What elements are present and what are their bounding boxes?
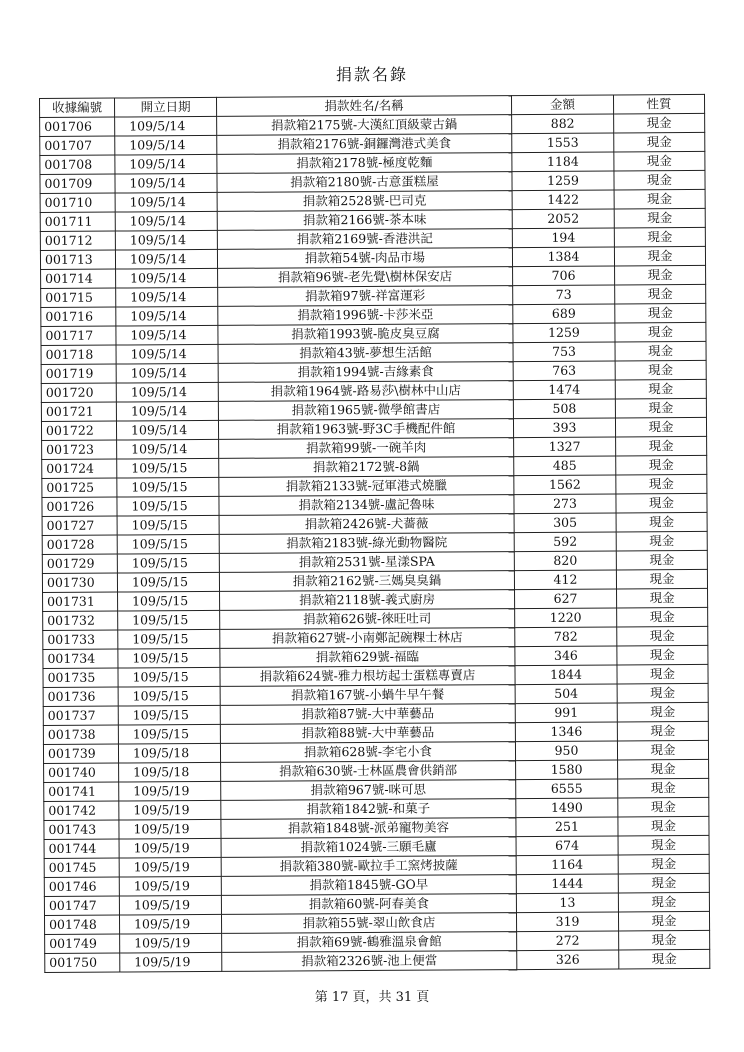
receipt-no-cell: 001708 xyxy=(40,155,115,174)
receipt-no-cell: 001727 xyxy=(42,516,117,535)
donor-name-cell: 捐款箱2166號-茶本味 xyxy=(217,210,512,231)
type-cell: 現金 xyxy=(615,417,706,437)
amount-cell: 2052 xyxy=(512,209,614,229)
amount-cell: 763 xyxy=(513,361,615,381)
donor-name-cell: 捐款箱2134號-盧記魯味 xyxy=(219,495,514,516)
column-header-issue-date: 開立日期 xyxy=(115,97,217,117)
amount-cell: 706 xyxy=(513,266,615,286)
issue-date-cell: 109/5/15 xyxy=(117,534,219,554)
type-cell: 現金 xyxy=(618,759,709,779)
amount-cell: 13 xyxy=(516,893,618,913)
amount-cell: 820 xyxy=(514,551,616,571)
amount-cell: 504 xyxy=(515,684,617,704)
amount-cell: 1259 xyxy=(513,323,615,343)
issue-date-cell: 109/5/15 xyxy=(118,724,220,744)
donor-name-cell: 捐款箱2133號-冠軍港式燒臘 xyxy=(219,476,514,497)
table-row xyxy=(45,949,710,972)
type-cell: 現金 xyxy=(615,322,706,342)
amount-cell: 1562 xyxy=(514,475,616,495)
donor-name-cell: 捐款箱1994號-吉緣素食 xyxy=(218,362,513,383)
donor-name-cell: 捐款箱1993號-脆皮臭豆腐 xyxy=(218,324,513,345)
donor-name-cell: 捐款箱2118號-義式廚房 xyxy=(220,590,515,611)
type-cell: 現金 xyxy=(618,797,709,817)
issue-date-cell: 109/5/15 xyxy=(117,572,219,592)
amount-cell: 1474 xyxy=(513,380,615,400)
receipt-no-cell: 001714 xyxy=(41,269,116,288)
donor-name-cell: 捐款箱626號-徠旺吐司 xyxy=(220,609,515,630)
issue-date-cell: 109/5/14 xyxy=(116,401,218,421)
receipt-no-cell: 001745 xyxy=(44,858,119,877)
type-cell: 現金 xyxy=(616,436,707,456)
issue-date-cell: 109/5/15 xyxy=(118,705,220,725)
donor-name-cell: 捐款箱1996號-卡莎米亞 xyxy=(218,305,513,326)
donor-name-cell: 捐款箱2169號-香港洪記 xyxy=(217,229,512,250)
receipt-no-cell: 001749 xyxy=(45,934,120,953)
type-cell: 現金 xyxy=(616,550,707,570)
type-cell: 現金 xyxy=(614,132,705,152)
amount-cell: 326 xyxy=(517,950,619,970)
receipt-no-cell: 001737 xyxy=(43,706,118,725)
donor-name-cell: 捐款箱2531號-星漾SPA xyxy=(219,552,514,573)
type-cell: 現金 xyxy=(617,740,708,760)
donor-name-cell: 捐款箱967號-咪可思 xyxy=(221,780,516,801)
issue-date-cell: 109/5/14 xyxy=(116,344,218,364)
donor-name-cell: 捐款箱630號-士林區農會供銷部 xyxy=(221,761,516,782)
type-cell: 現金 xyxy=(615,398,706,418)
type-cell: 現金 xyxy=(615,379,706,399)
receipt-no-cell: 001743 xyxy=(44,820,119,839)
receipt-no-cell: 001735 xyxy=(43,668,118,687)
receipt-no-cell: 001740 xyxy=(44,763,119,782)
type-cell: 現金 xyxy=(615,360,706,380)
amount-cell: 1346 xyxy=(515,722,617,742)
donor-name-cell: 捐款箱69號-鶴雅溫泉會館 xyxy=(222,932,517,953)
type-cell: 現金 xyxy=(616,474,707,494)
donor-name-cell: 捐款箱54號-肉品市場 xyxy=(217,248,512,269)
issue-date-cell: 109/5/14 xyxy=(116,268,218,288)
issue-date-cell: 109/5/15 xyxy=(117,458,219,478)
page-footer: 第 17 頁，共 31 頁 xyxy=(314,990,430,1005)
receipt-no-cell: 001741 xyxy=(44,782,119,801)
receipt-no-cell: 001706 xyxy=(40,117,115,136)
type-cell: 現金 xyxy=(616,569,707,589)
amount-cell: 393 xyxy=(513,418,615,438)
receipt-no-cell: 001747 xyxy=(44,896,119,915)
donor-name-cell: 捐款箱1842號-和菓子 xyxy=(221,799,516,820)
issue-date-cell: 109/5/19 xyxy=(120,933,222,953)
type-cell: 現金 xyxy=(614,227,705,247)
amount-cell: 346 xyxy=(515,646,617,666)
donor-name-cell: 捐款箱87號-大中華藝品 xyxy=(220,704,515,725)
type-cell: 現金 xyxy=(619,949,710,969)
receipt-no-cell: 001746 xyxy=(44,877,119,896)
donor-name-cell: 捐款箱1024號-三願毛廬 xyxy=(221,837,516,858)
issue-date-cell: 109/5/19 xyxy=(120,952,222,972)
column-header-type: 性質 xyxy=(613,94,704,114)
amount-cell: 674 xyxy=(516,836,618,856)
receipt-no-cell: 001720 xyxy=(41,383,116,402)
type-cell: 現金 xyxy=(616,493,707,513)
amount-cell: 6555 xyxy=(516,779,618,799)
donor-name-cell: 捐款箱167號-小蝸牛早午餐 xyxy=(220,685,515,706)
amount-cell: 1422 xyxy=(512,190,614,210)
issue-date-cell: 109/5/19 xyxy=(119,838,221,858)
issue-date-cell: 109/5/15 xyxy=(118,610,220,630)
issue-date-cell: 109/5/14 xyxy=(116,306,218,326)
issue-date-cell: 109/5/14 xyxy=(116,287,218,307)
donor-name-cell: 捐款箱2176號-銅鑼灣港式美食 xyxy=(217,134,512,155)
issue-date-cell: 109/5/15 xyxy=(117,515,219,535)
type-cell: 現金 xyxy=(618,816,709,836)
receipt-no-cell: 001723 xyxy=(42,440,117,459)
receipt-no-cell: 001725 xyxy=(42,478,117,497)
receipt-no-cell: 001731 xyxy=(43,592,118,611)
donor-name-cell: 捐款箱2180號-古意蛋糕屋 xyxy=(217,172,512,193)
amount-cell: 319 xyxy=(516,912,618,932)
amount-cell: 1444 xyxy=(516,874,618,894)
donor-name-cell: 捐款箱2326號-池上便當 xyxy=(222,951,517,972)
type-cell: 現金 xyxy=(614,151,705,171)
amount-cell: 194 xyxy=(512,228,614,248)
amount-cell: 1327 xyxy=(514,437,616,457)
issue-date-cell: 109/5/15 xyxy=(118,667,220,687)
issue-date-cell: 109/5/14 xyxy=(116,363,218,383)
amount-cell: 1164 xyxy=(516,855,618,875)
amount-cell: 1553 xyxy=(512,133,614,153)
column-header-donor-name: 捐款姓名/名稱 xyxy=(216,96,511,117)
receipt-no-cell: 001739 xyxy=(43,744,118,763)
type-cell: 現金 xyxy=(618,911,709,931)
issue-date-cell: 109/5/14 xyxy=(115,116,217,136)
type-cell: 現金 xyxy=(617,626,708,646)
issue-date-cell: 109/5/14 xyxy=(115,173,217,193)
issue-date-cell: 109/5/15 xyxy=(118,591,220,611)
receipt-no-cell: 001722 xyxy=(41,421,116,440)
donor-name-cell: 捐款箱1845號-GO早 xyxy=(221,875,516,896)
receipt-no-cell: 001730 xyxy=(42,573,117,592)
issue-date-cell: 109/5/18 xyxy=(118,743,220,763)
issue-date-cell: 109/5/14 xyxy=(116,325,218,345)
receipt-no-cell: 001718 xyxy=(41,345,116,364)
amount-cell: 592 xyxy=(514,532,616,552)
issue-date-cell: 109/5/14 xyxy=(115,192,217,212)
type-cell: 現金 xyxy=(618,778,709,798)
receipt-no-cell: 001744 xyxy=(44,839,119,858)
issue-date-cell: 109/5/19 xyxy=(119,800,221,820)
donor-name-cell: 捐款箱1848號-派弟寵物美容 xyxy=(221,818,516,839)
donor-name-cell: 捐款箱624號-雅力根坊起士蛋糕專賣店 xyxy=(220,666,515,687)
donor-name-cell: 捐款箱2178號-極度乾麵 xyxy=(217,153,512,174)
amount-cell: 305 xyxy=(514,513,616,533)
receipt-no-cell: 001710 xyxy=(40,193,115,212)
issue-date-cell: 109/5/15 xyxy=(117,553,219,573)
receipt-no-cell: 001711 xyxy=(40,212,115,231)
donor-name-cell: 捐款箱55號-翠山飲食店 xyxy=(221,913,516,934)
donor-name-cell: 捐款箱629號-福臨 xyxy=(220,647,515,668)
amount-cell: 1259 xyxy=(512,171,614,191)
type-cell: 現金 xyxy=(617,607,708,627)
receipt-no-cell: 001732 xyxy=(43,611,118,630)
receipt-no-cell: 001719 xyxy=(41,364,116,383)
amount-cell: 412 xyxy=(514,570,616,590)
amount-cell: 627 xyxy=(515,589,617,609)
receipt-no-cell: 001712 xyxy=(40,231,115,250)
amount-cell: 273 xyxy=(514,494,616,514)
amount-cell: 950 xyxy=(515,741,617,761)
type-cell: 現金 xyxy=(619,930,710,950)
amount-cell: 753 xyxy=(513,342,615,362)
table-body xyxy=(40,113,710,972)
issue-date-cell: 109/5/14 xyxy=(116,382,218,402)
amount-cell: 1220 xyxy=(515,608,617,628)
issue-date-cell: 109/5/14 xyxy=(115,154,217,174)
donor-name-cell: 捐款箱99號-一碗羊肉 xyxy=(219,438,514,459)
amount-cell: 1844 xyxy=(515,665,617,685)
donor-name-cell: 捐款箱628號-李宅小食 xyxy=(220,742,515,763)
donor-name-cell: 捐款箱2162號-三媽臭臭鍋 xyxy=(219,571,514,592)
type-cell: 現金 xyxy=(618,892,709,912)
issue-date-cell: 109/5/14 xyxy=(117,439,219,459)
donor-name-cell: 捐款箱97號-祥富運彩 xyxy=(218,286,513,307)
amount-cell: 1490 xyxy=(516,798,618,818)
issue-date-cell: 109/5/15 xyxy=(118,629,220,649)
column-header-amount: 金額 xyxy=(511,95,613,115)
receipt-no-cell: 001736 xyxy=(43,687,118,706)
type-cell: 現金 xyxy=(615,265,706,285)
receipt-no-cell: 001713 xyxy=(40,250,115,269)
amount-cell: 991 xyxy=(515,703,617,723)
issue-date-cell: 109/5/15 xyxy=(118,686,220,706)
issue-date-cell: 109/5/15 xyxy=(117,477,219,497)
type-cell: 現金 xyxy=(618,873,709,893)
donor-name-cell: 捐款箱88號-大中華藝品 xyxy=(220,723,515,744)
amount-cell: 1580 xyxy=(516,760,618,780)
donor-name-cell: 捐款箱43號-夢想生活館 xyxy=(218,343,513,364)
type-cell: 現金 xyxy=(614,208,705,228)
type-cell: 現金 xyxy=(614,189,705,209)
receipt-no-cell: 001716 xyxy=(41,307,116,326)
receipt-no-cell: 001717 xyxy=(41,326,116,345)
amount-cell: 1384 xyxy=(512,247,614,267)
receipt-no-cell: 001734 xyxy=(43,649,118,668)
receipt-no-cell: 001709 xyxy=(40,174,115,193)
amount-cell: 251 xyxy=(516,817,618,837)
amount-cell: 1184 xyxy=(512,152,614,172)
receipt-no-cell: 001724 xyxy=(42,459,117,478)
type-cell: 現金 xyxy=(616,512,707,532)
donor-name-cell: 捐款箱627號-小南鄭記碗粿士林店 xyxy=(220,628,515,649)
issue-date-cell: 109/5/15 xyxy=(117,496,219,516)
receipt-no-cell: 001728 xyxy=(42,535,117,554)
donor-name-cell: 捐款箱60號-阿春美食 xyxy=(221,894,516,915)
type-cell: 現金 xyxy=(616,455,707,475)
issue-date-cell: 109/5/14 xyxy=(115,230,217,250)
issue-date-cell: 109/5/14 xyxy=(116,420,218,440)
amount-cell: 882 xyxy=(512,114,614,134)
issue-date-cell: 109/5/14 xyxy=(115,135,217,155)
type-cell: 現金 xyxy=(617,588,708,608)
issue-date-cell: 109/5/19 xyxy=(119,895,221,915)
type-cell: 現金 xyxy=(617,664,708,684)
amount-cell: 689 xyxy=(513,304,615,324)
receipt-no-cell: 001748 xyxy=(44,915,119,934)
donor-name-cell: 捐款箱1964號-路易莎\樹林中山店 xyxy=(218,381,513,402)
receipt-no-cell: 001726 xyxy=(42,497,117,516)
amount-cell: 485 xyxy=(514,456,616,476)
issue-date-cell: 109/5/15 xyxy=(118,648,220,668)
issue-date-cell: 109/5/19 xyxy=(119,914,221,934)
issue-date-cell: 109/5/19 xyxy=(119,819,221,839)
receipt-no-cell: 001742 xyxy=(44,801,119,820)
receipt-no-cell: 001715 xyxy=(41,288,116,307)
type-cell: 現金 xyxy=(617,721,708,741)
type-cell: 現金 xyxy=(618,835,709,855)
receipt-no-cell: 001738 xyxy=(43,725,118,744)
donation-table xyxy=(39,94,710,973)
type-cell: 現金 xyxy=(614,170,705,190)
donor-name-cell: 捐款箱96號-老先覺\樹林保安店 xyxy=(218,267,513,288)
type-cell: 現金 xyxy=(617,702,708,722)
donor-name-cell: 捐款箱1963號-野3C手機配件館 xyxy=(218,419,513,440)
type-cell: 現金 xyxy=(617,645,708,665)
type-cell: 現金 xyxy=(618,854,709,874)
type-cell: 現金 xyxy=(615,341,706,361)
type-cell: 現金 xyxy=(615,303,706,323)
donor-name-cell: 捐款箱2172號-8鍋 xyxy=(219,457,514,478)
donor-name-cell: 捐款箱2175號-大漢紅頂級蒙古鍋 xyxy=(217,115,512,136)
donor-name-cell: 捐款箱1965號-微學館書店 xyxy=(218,400,513,421)
amount-cell: 508 xyxy=(513,399,615,419)
issue-date-cell: 109/5/19 xyxy=(119,781,221,801)
issue-date-cell: 109/5/18 xyxy=(119,762,221,782)
receipt-no-cell: 001721 xyxy=(41,402,116,421)
receipt-no-cell: 001707 xyxy=(40,136,115,155)
issue-date-cell: 109/5/14 xyxy=(115,249,217,269)
type-cell: 現金 xyxy=(614,113,705,133)
donor-name-cell: 捐款箱2528號-巴司克 xyxy=(217,191,512,212)
donor-name-cell: 捐款箱2426號-犬薔薇 xyxy=(219,514,514,535)
type-cell: 現金 xyxy=(615,284,706,304)
donor-name-cell: 捐款箱380號-歐拉手工窯烤披薩 xyxy=(221,856,516,877)
column-header-receipt-no: 收據編號 xyxy=(40,98,115,117)
amount-cell: 782 xyxy=(515,627,617,647)
type-cell: 現金 xyxy=(614,246,705,266)
amount-cell: 73 xyxy=(513,285,615,305)
type-cell: 現金 xyxy=(617,683,708,703)
receipt-no-cell: 001750 xyxy=(45,953,120,972)
page-title: 捐款名錄 xyxy=(335,65,408,84)
amount-cell: 272 xyxy=(517,931,619,951)
issue-date-cell: 109/5/19 xyxy=(119,857,221,877)
receipt-no-cell: 001729 xyxy=(42,554,117,573)
issue-date-cell: 109/5/19 xyxy=(119,876,221,896)
receipt-no-cell: 001733 xyxy=(43,630,118,649)
donor-name-cell: 捐款箱2183號-綠光動物醫院 xyxy=(219,533,514,554)
type-cell: 現金 xyxy=(616,531,707,551)
issue-date-cell: 109/5/14 xyxy=(115,211,217,231)
